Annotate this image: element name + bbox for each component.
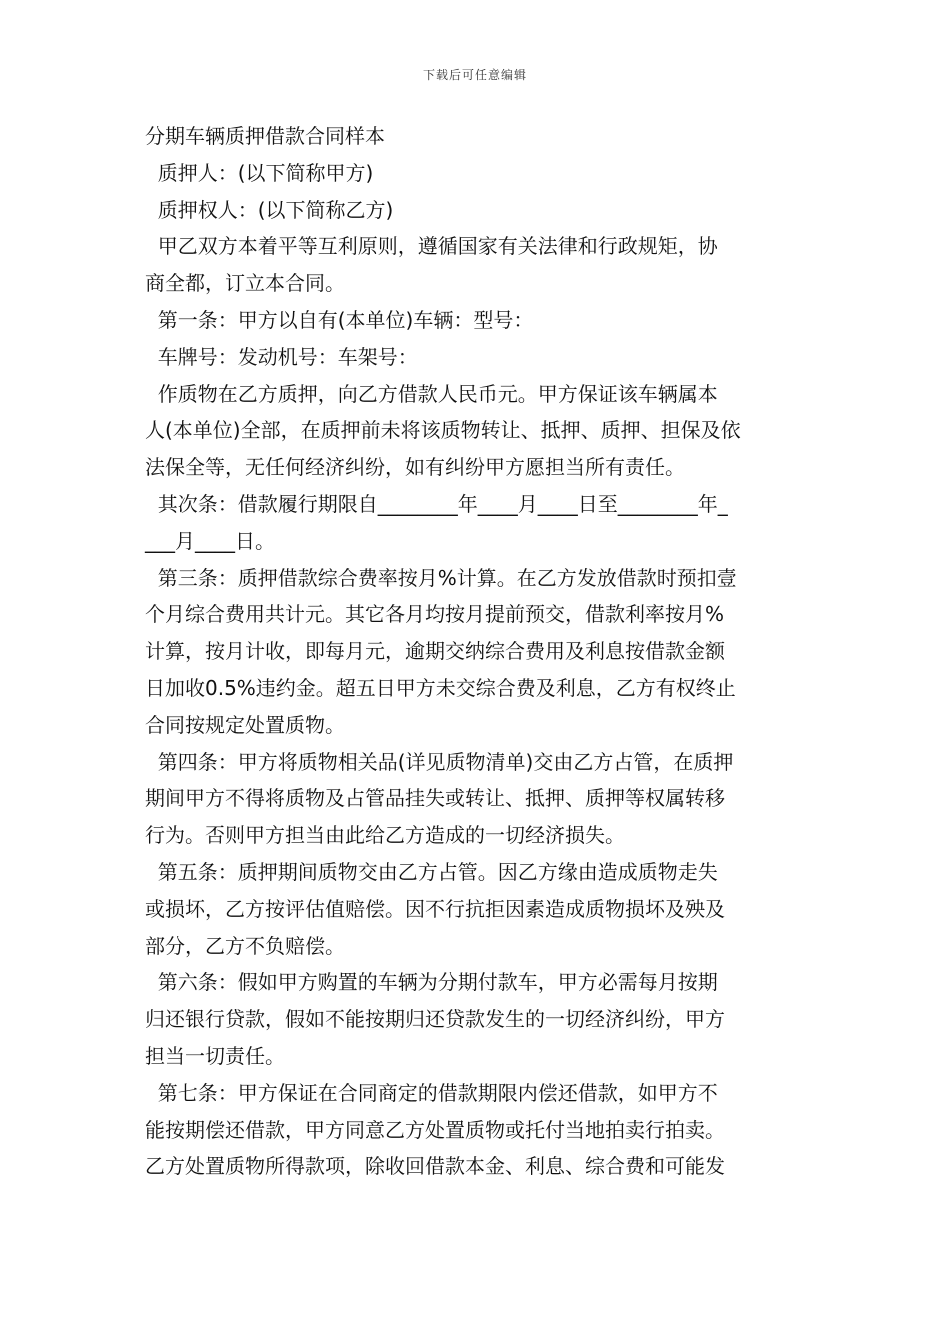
article-2-line: ___月____日。 — [145, 528, 275, 553]
article-3-line: 第三条：质押借款综合费率按月%计算。在乙方发放借款时预扣壹 — [145, 565, 737, 590]
article-5-line: 或损坏，乙方按评估值赔偿。因不行抗拒因素造成质物损坏及殃及 — [145, 896, 725, 921]
article-4-line: 行为。否则甲方担当由此给乙方造成的一切经济损失。 — [145, 823, 625, 848]
article-5-line: 第五条：质押期间质物交由乙方占管。因乙方缘由造成质物走失 — [145, 859, 718, 884]
article-1-line: 作质物在乙方质押，向乙方借款人民币元。甲方保证该车辆属本 — [145, 381, 718, 406]
pledgor-line: 质押人：(以下简称甲方) — [145, 160, 374, 185]
document-title: 分期车辆质押借款合同样本 — [145, 124, 385, 148]
article-1-line: 第一条：甲方以自有(本单位)车辆：型号： — [145, 307, 534, 332]
contract-body — [145, 118, 810, 1185]
article-7-line: 能按期偿还借款，甲方同意乙方处置质物或托付当地拍卖行拍卖。 — [145, 1117, 725, 1142]
article-4-line: 期间甲方不得将质物及占管品挂失或转让、抵押、质押等权属转移 — [145, 786, 725, 811]
article-1-line: 人(本单位)全部，在质押前未将该质物转让、抵押、质押、担保及依 — [145, 418, 741, 443]
page-header-note: 下载后可任意编辑 — [422, 68, 527, 82]
article-1-line: 法保全等，无任何经济纠纷，如有纠纷甲方愿担当所有责任。 — [145, 455, 685, 480]
article-7-line: 乙方处置质物所得款项，除收回借款本金、利息、综合费和可能发 — [145, 1154, 725, 1179]
article-3-line: 日加收0.5%违约金。超五日甲方未交综合费及利息，乙方有权终止 — [145, 675, 736, 700]
article-3-line: 合同按规定处置质物。 — [145, 712, 345, 737]
preamble-line: 商全都，订立本合同。 — [145, 271, 345, 296]
article-6-line: 归还银行贷款，假如不能按期归还贷款发生的一切经济纠纷，甲方 — [145, 1007, 725, 1032]
article-7-line: 第七条：甲方保证在合同商定的借款期限内偿还借款，如甲方不 — [145, 1080, 718, 1105]
article-3-line: 个月综合费用共计元。其它各月均按月提前预交，借款利率按月% — [145, 602, 725, 627]
article-6-line: 担当一切责任。 — [145, 1043, 285, 1068]
article-1-line: 车牌号：发动机号：车架号： — [145, 344, 418, 369]
article-2-line: 其次条：借款履行期限自________年____月____日至________年_ — [145, 491, 728, 516]
article-5-line: 部分，乙方不负赔偿。 — [145, 933, 345, 958]
article-4-line: 第四条：甲方将质物相关品(详见质物清单)交由乙方占管，在质押 — [145, 749, 734, 774]
pledgee-line: 质押权人：(以下简称乙方) — [145, 197, 394, 222]
article-6-line: 第六条：假如甲方购置的车辆为分期付款车，甲方必需每月按期 — [145, 970, 718, 995]
preamble-line: 甲乙双方本着平等互利原则，遵循国家有关法律和行政规矩，协 — [145, 234, 718, 259]
article-3-line: 计算，按月计收，即每月元，逾期交纳综合费用及利息按借款金额 — [145, 639, 725, 664]
